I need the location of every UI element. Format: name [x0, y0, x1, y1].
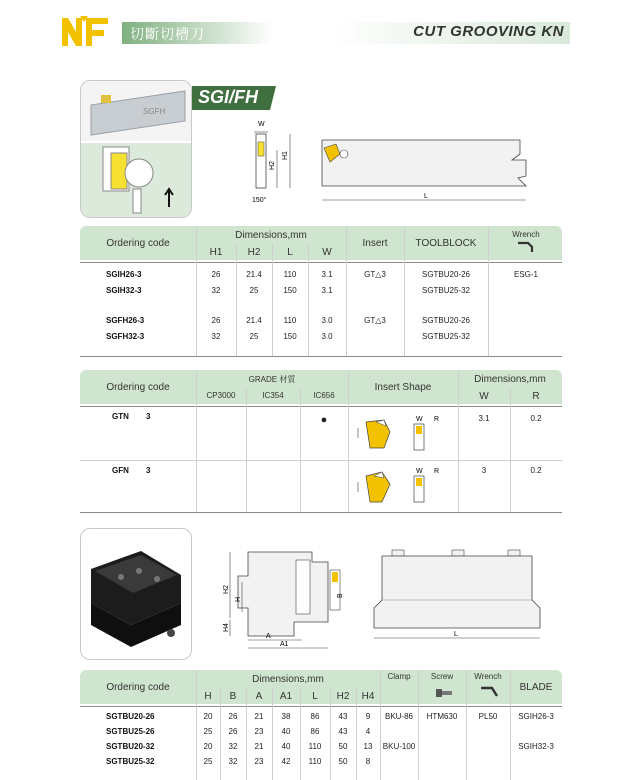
series-label-text: SGI/FH	[198, 87, 259, 107]
table3-row-value: 21	[254, 742, 264, 751]
table3-row-value: 20	[203, 742, 213, 751]
svg-text:W: W	[416, 468, 423, 475]
svg-text:A: A	[266, 633, 271, 640]
brand-logo	[58, 14, 120, 50]
table1-col-h1: H1	[209, 247, 223, 258]
table2-grade-cp3000: CP3000	[206, 391, 236, 400]
table3-row-value: 50	[338, 742, 348, 751]
svg-text:H: H	[235, 596, 242, 602]
svg-text:R: R	[434, 416, 440, 423]
table1-insert-header: Insert	[362, 238, 388, 249]
table3-row-value: 50	[338, 757, 348, 766]
table3-row-blade: SGIH26-3	[518, 712, 554, 721]
table3-col-b: B	[229, 691, 237, 702]
table3-col-l: L	[312, 691, 318, 702]
table1-toolblock-header: TOOLBLOCK	[415, 238, 477, 249]
table3-wrench-header: Wrench	[474, 672, 502, 681]
table3-row-value: 43	[338, 727, 348, 736]
table3-row-value: 9	[365, 712, 371, 721]
photo-blade-text: SGFH	[143, 107, 166, 116]
series-label	[192, 86, 276, 110]
table1-row3-toolblock: SGTBU20-26	[421, 316, 471, 325]
table3-row-code: SGTBU25-26	[106, 727, 155, 736]
table2-row2-num: 3	[146, 466, 151, 475]
table2-col-r: R	[532, 391, 540, 402]
table1-row4-toolblock: SGTBU25-32	[421, 332, 471, 341]
sgi-blade-photo	[80, 80, 192, 218]
table1-row2-l: 150	[283, 286, 297, 295]
table1-row1-code: SGIH26-3	[106, 270, 142, 279]
table3-row-value: 86	[310, 727, 320, 736]
dim-l-label: L	[424, 193, 428, 200]
table2-row1-code: GTN	[112, 412, 129, 421]
table3-ordering-code-header: Ordering code	[106, 682, 170, 693]
svg-text:A1: A1	[280, 641, 289, 648]
dim-h2-label: H2	[269, 161, 276, 170]
table3-row-value: 23	[254, 727, 264, 736]
header-title-cn-bar	[122, 22, 272, 44]
table3-row-value: 40	[281, 727, 291, 736]
table3-row-value: 110	[308, 757, 322, 766]
table2-insert-shape-header: Insert Shape	[374, 382, 432, 393]
table1-row1-wrench: ESG-1	[513, 270, 538, 279]
toolblock-front-view-drawing	[216, 542, 356, 654]
table3-row-value: 32	[228, 757, 238, 766]
table1-wrench-header: Wrench	[512, 230, 540, 239]
svg-text:B: B	[337, 593, 344, 598]
table1-row2-code: SGIH32-3	[106, 286, 142, 295]
hex-key-icon	[478, 684, 500, 700]
table3-row-value: 13	[363, 742, 373, 751]
table1-row1-h1: 26	[211, 270, 221, 279]
table1-row1-w: 3.1	[321, 270, 333, 279]
table1-row3-insert: GT△3	[364, 316, 386, 325]
table1-row3-h1: 26	[211, 316, 221, 325]
table1-row3-h2: 21.4	[246, 316, 262, 325]
table3-clamp-header: Clamp	[387, 672, 411, 681]
table1-row4-w: 3.0	[321, 332, 333, 341]
svg-text:W: W	[416, 416, 423, 423]
table2-row1-ic656: ●	[320, 414, 328, 426]
table3-row-screw: HTM630	[426, 712, 458, 721]
table3-screw-header: Screw	[430, 672, 454, 681]
table1-row4-h2: 25	[249, 332, 259, 341]
table2-row2-code: GFN	[112, 466, 129, 475]
table2-row2-r: 0.2	[530, 466, 542, 475]
table2-grade-ic354: IC354	[262, 391, 284, 400]
table1-row3-l: 110	[283, 316, 297, 325]
table3-col-h2: H2	[336, 691, 350, 702]
table1-row2-h2: 25	[249, 286, 259, 295]
table1-col-w: W	[322, 247, 332, 258]
table1-row1-l: 110	[283, 270, 297, 279]
dim-w-label: W	[258, 121, 265, 128]
table1-row1-insert: GT△3	[364, 270, 386, 279]
table3-col-a: A	[255, 691, 263, 702]
table2-dimensions-header: Dimensions,mm	[474, 374, 546, 385]
table1-row3-w: 3.0	[321, 316, 333, 325]
table3-row-clamp: BKU-86	[384, 712, 413, 721]
table3-row-value: 40	[281, 742, 291, 751]
table3-row-value: 23	[254, 757, 264, 766]
gtn-insert-shape-drawing	[350, 408, 456, 458]
blade-end-view-drawing	[232, 112, 312, 212]
table3-blade-header: BLADE	[519, 682, 553, 693]
table3-row-value: 21	[254, 712, 264, 721]
table3-row-wrench: PL50	[478, 712, 498, 721]
blade-side-view-drawing	[316, 126, 546, 206]
toolblock-photo	[80, 528, 192, 660]
table3-row-value: 4	[365, 727, 371, 736]
svg-text:H4: H4	[223, 623, 230, 632]
table2-row1-num: 3	[146, 412, 151, 421]
table1-col-l: L	[287, 247, 293, 258]
table3-row-value: 26	[228, 712, 238, 721]
table1-ordering-code-header: Ordering code	[106, 238, 170, 249]
table1-row2-w: 3.1	[321, 286, 333, 295]
table3-row-value: 25	[203, 727, 213, 736]
table1-row1-h2: 21.4	[246, 270, 262, 279]
table3-row-value: 42	[281, 757, 291, 766]
table3-row-value: 43	[338, 712, 348, 721]
screw-icon	[434, 686, 454, 700]
table3-row-blade: SGIH32-3	[518, 742, 554, 751]
table1-row2-h1: 32	[211, 286, 221, 295]
table1-row2-toolblock: SGTBU25-32	[421, 286, 471, 295]
table3-row-code: SGTBU20-26	[106, 712, 155, 721]
table3-row-value: 38	[281, 712, 291, 721]
table2-row1-w: 3.1	[478, 414, 490, 423]
header-title-en-bar	[330, 22, 570, 44]
svg-text:L: L	[454, 631, 458, 638]
table1-row1-toolblock: SGTBU20-26	[421, 270, 471, 279]
table3-row-clamp: BKU-100	[382, 742, 416, 751]
table1-row4-code: SGFH32-3	[106, 332, 145, 341]
table3-row-value: 32	[228, 742, 238, 751]
table3-col-h: H	[204, 691, 212, 702]
table3-row-value: 8	[365, 757, 371, 766]
table1-row4-l: 150	[283, 332, 297, 341]
svg-text:H2: H2	[223, 585, 230, 594]
table3-row-value: 110	[308, 742, 322, 751]
table2-grade-header: GRADE 材質	[248, 375, 296, 384]
table1-dimensions-header: Dimensions,mm	[235, 230, 307, 241]
svg-text:R: R	[434, 468, 440, 475]
header-title-en: CUT GROOVING KN	[413, 23, 564, 40]
dim-angle-label: 150°	[252, 197, 267, 204]
table2-ordering-code-header: Ordering code	[106, 382, 170, 393]
table2-row1-r: 0.2	[530, 414, 542, 423]
table3-row-code: SGTBU20-32	[106, 742, 155, 751]
table3-row-value: 86	[310, 712, 320, 721]
table2-row2-w: 3	[481, 466, 487, 475]
table3-col-a1: A1	[279, 691, 293, 702]
header-title-cn: 切斷切槽刀	[130, 26, 205, 42]
table3-row-value: 25	[203, 757, 213, 766]
table1-row3-code: SGFH26-3	[106, 316, 145, 325]
table1-col-h2: H2	[247, 247, 261, 258]
table1-row4-h1: 32	[211, 332, 221, 341]
table3-dimensions-header: Dimensions,mm	[252, 674, 324, 685]
toolblock-side-view-drawing	[368, 542, 552, 646]
table2-col-w: W	[479, 391, 489, 402]
table2-grade-ic656: IC656	[313, 391, 335, 400]
table3-col-h4: H4	[361, 691, 375, 702]
dim-h1-label: H1	[282, 151, 289, 160]
gfn-insert-shape-drawing	[350, 462, 456, 510]
table3-row-value: 26	[228, 727, 238, 736]
hex-wrench-icon	[516, 240, 536, 254]
table3-row-value: 20	[203, 712, 213, 721]
table3-row-code: SGTBU25-32	[106, 757, 155, 766]
